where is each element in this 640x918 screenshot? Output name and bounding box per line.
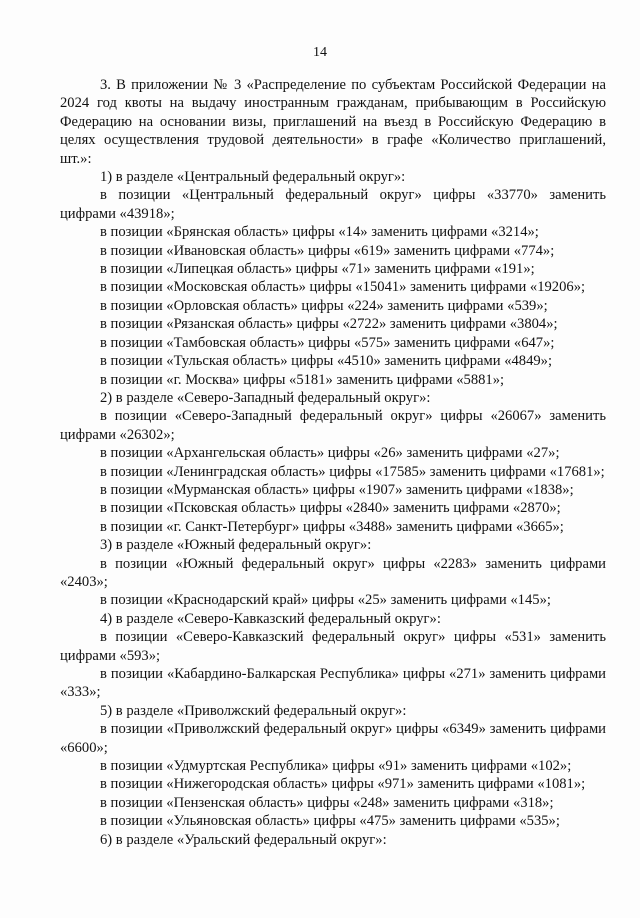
list-item: в позиции «Северо-Западный федеральный округ» цифры «26067» заменить цифрами «26302»; <box>60 408 606 443</box>
list-item: в позиции «Тульская область» цифры «4510» заменить цифрами «4849»; <box>100 353 553 370</box>
list-item: в позиции «Краснодарский край» цифры «25» заменить цифрами «145»; <box>100 592 551 609</box>
list-item: в позиции «Московская область» цифры «15041» заменить цифрами «19206»; <box>100 279 586 296</box>
section-heading-northwest: 2) в разделе «Северо-Западный федеральный округ»: <box>100 389 431 406</box>
section-heading-volga: 5) в разделе «Приволжский федеральный округ»: <box>100 702 407 719</box>
page-number: 14 <box>313 45 327 60</box>
list-item: в позиции «Пензенская область» цифры «248» заменить цифрами «318»; <box>100 794 554 811</box>
list-item: в позиции «Центральный федеральный округ» цифры «33770» заменить цифрами «43918»; <box>60 187 606 222</box>
section-heading-south: 3) в разделе «Южный федеральный округ»: <box>100 537 372 554</box>
section-heading-north-caucasus: 4) в разделе «Северо-Кавказский федеральный округ»: <box>100 610 441 627</box>
list-item: в позиции «Псковская область» цифры «2840» заменить цифрами «2870»; <box>100 500 561 517</box>
list-item: в позиции «Южный федеральный округ» цифры «2283» заменить цифрами «2403»; <box>60 555 606 590</box>
list-item: в позиции «г. Санкт-Петербург» цифры «3488» заменить цифрами «3665»; <box>100 518 564 535</box>
section-heading-ural: 6) в разделе «Уральский федеральный округ»: <box>100 831 387 848</box>
list-item: в позиции «Удмуртская Республика» цифры «91» заменить цифрами «102»; <box>100 758 572 775</box>
list-item: в позиции «Приволжский федеральный округ» цифры «6349» заменить цифрами «6600»; <box>60 721 606 756</box>
list-item: в позиции «г. Москва» цифры «5181» заменить цифрами «5881»; <box>100 371 505 388</box>
list-item: в позиции «Ивановская область» цифры «619» заменить цифрами «774»; <box>100 242 555 259</box>
list-item: в позиции «Нижегородская область» цифры «971» заменить цифрами «1081»; <box>100 776 586 793</box>
list-item: в позиции «Архангельская область» цифры «26» заменить цифрами «27»; <box>100 445 560 462</box>
paragraph-intro: 3. В приложении № 3 «Распределение по субъектам Российской Федерации на 2024 год квоты на выдачу иностранным гражданам, прибывающим в Российскую Федерацию на основании визы, приглашений на въезд в Российскую Федерацию в целях осуществления трудовой деятельности» в графе «Количество приглашений, шт.»: <box>60 77 606 167</box>
list-item: в позиции «Ленинградская область» цифры «17585» заменить цифрами «17681»; <box>100 463 605 480</box>
section-heading-central: 1) в разделе «Центральный федеральный округ»: <box>100 169 406 186</box>
list-item: в позиции «Орловская область» цифры «224» заменить цифрами «539»; <box>100 297 548 314</box>
list-item: в позиции «Брянская область» цифры «14» заменить цифрами «3214»; <box>100 224 539 241</box>
document-body <box>60 76 606 849</box>
list-item: в позиции «Липецкая область» цифры «71» заменить цифрами «191»; <box>100 261 535 278</box>
list-item: в позиции «Мурманская область» цифры «1907» заменить цифрами «1838»; <box>100 481 574 498</box>
list-item: в позиции «Рязанская область» цифры «2722» заменить цифрами «3804»; <box>100 316 558 333</box>
list-item: в позиции «Северо-Кавказский федеральный округ» цифры «531» заменить цифрами «593»; <box>60 629 606 664</box>
list-item: в позиции «Кабардино-Балкарская Республика» цифры «271» заменить цифрами «333»; <box>60 666 606 701</box>
list-item: в позиции «Ульяновская область» цифры «475» заменить цифрами «535»; <box>100 813 560 830</box>
list-item: в позиции «Тамбовская область» цифры «575» заменить цифрами «647»; <box>100 334 555 351</box>
